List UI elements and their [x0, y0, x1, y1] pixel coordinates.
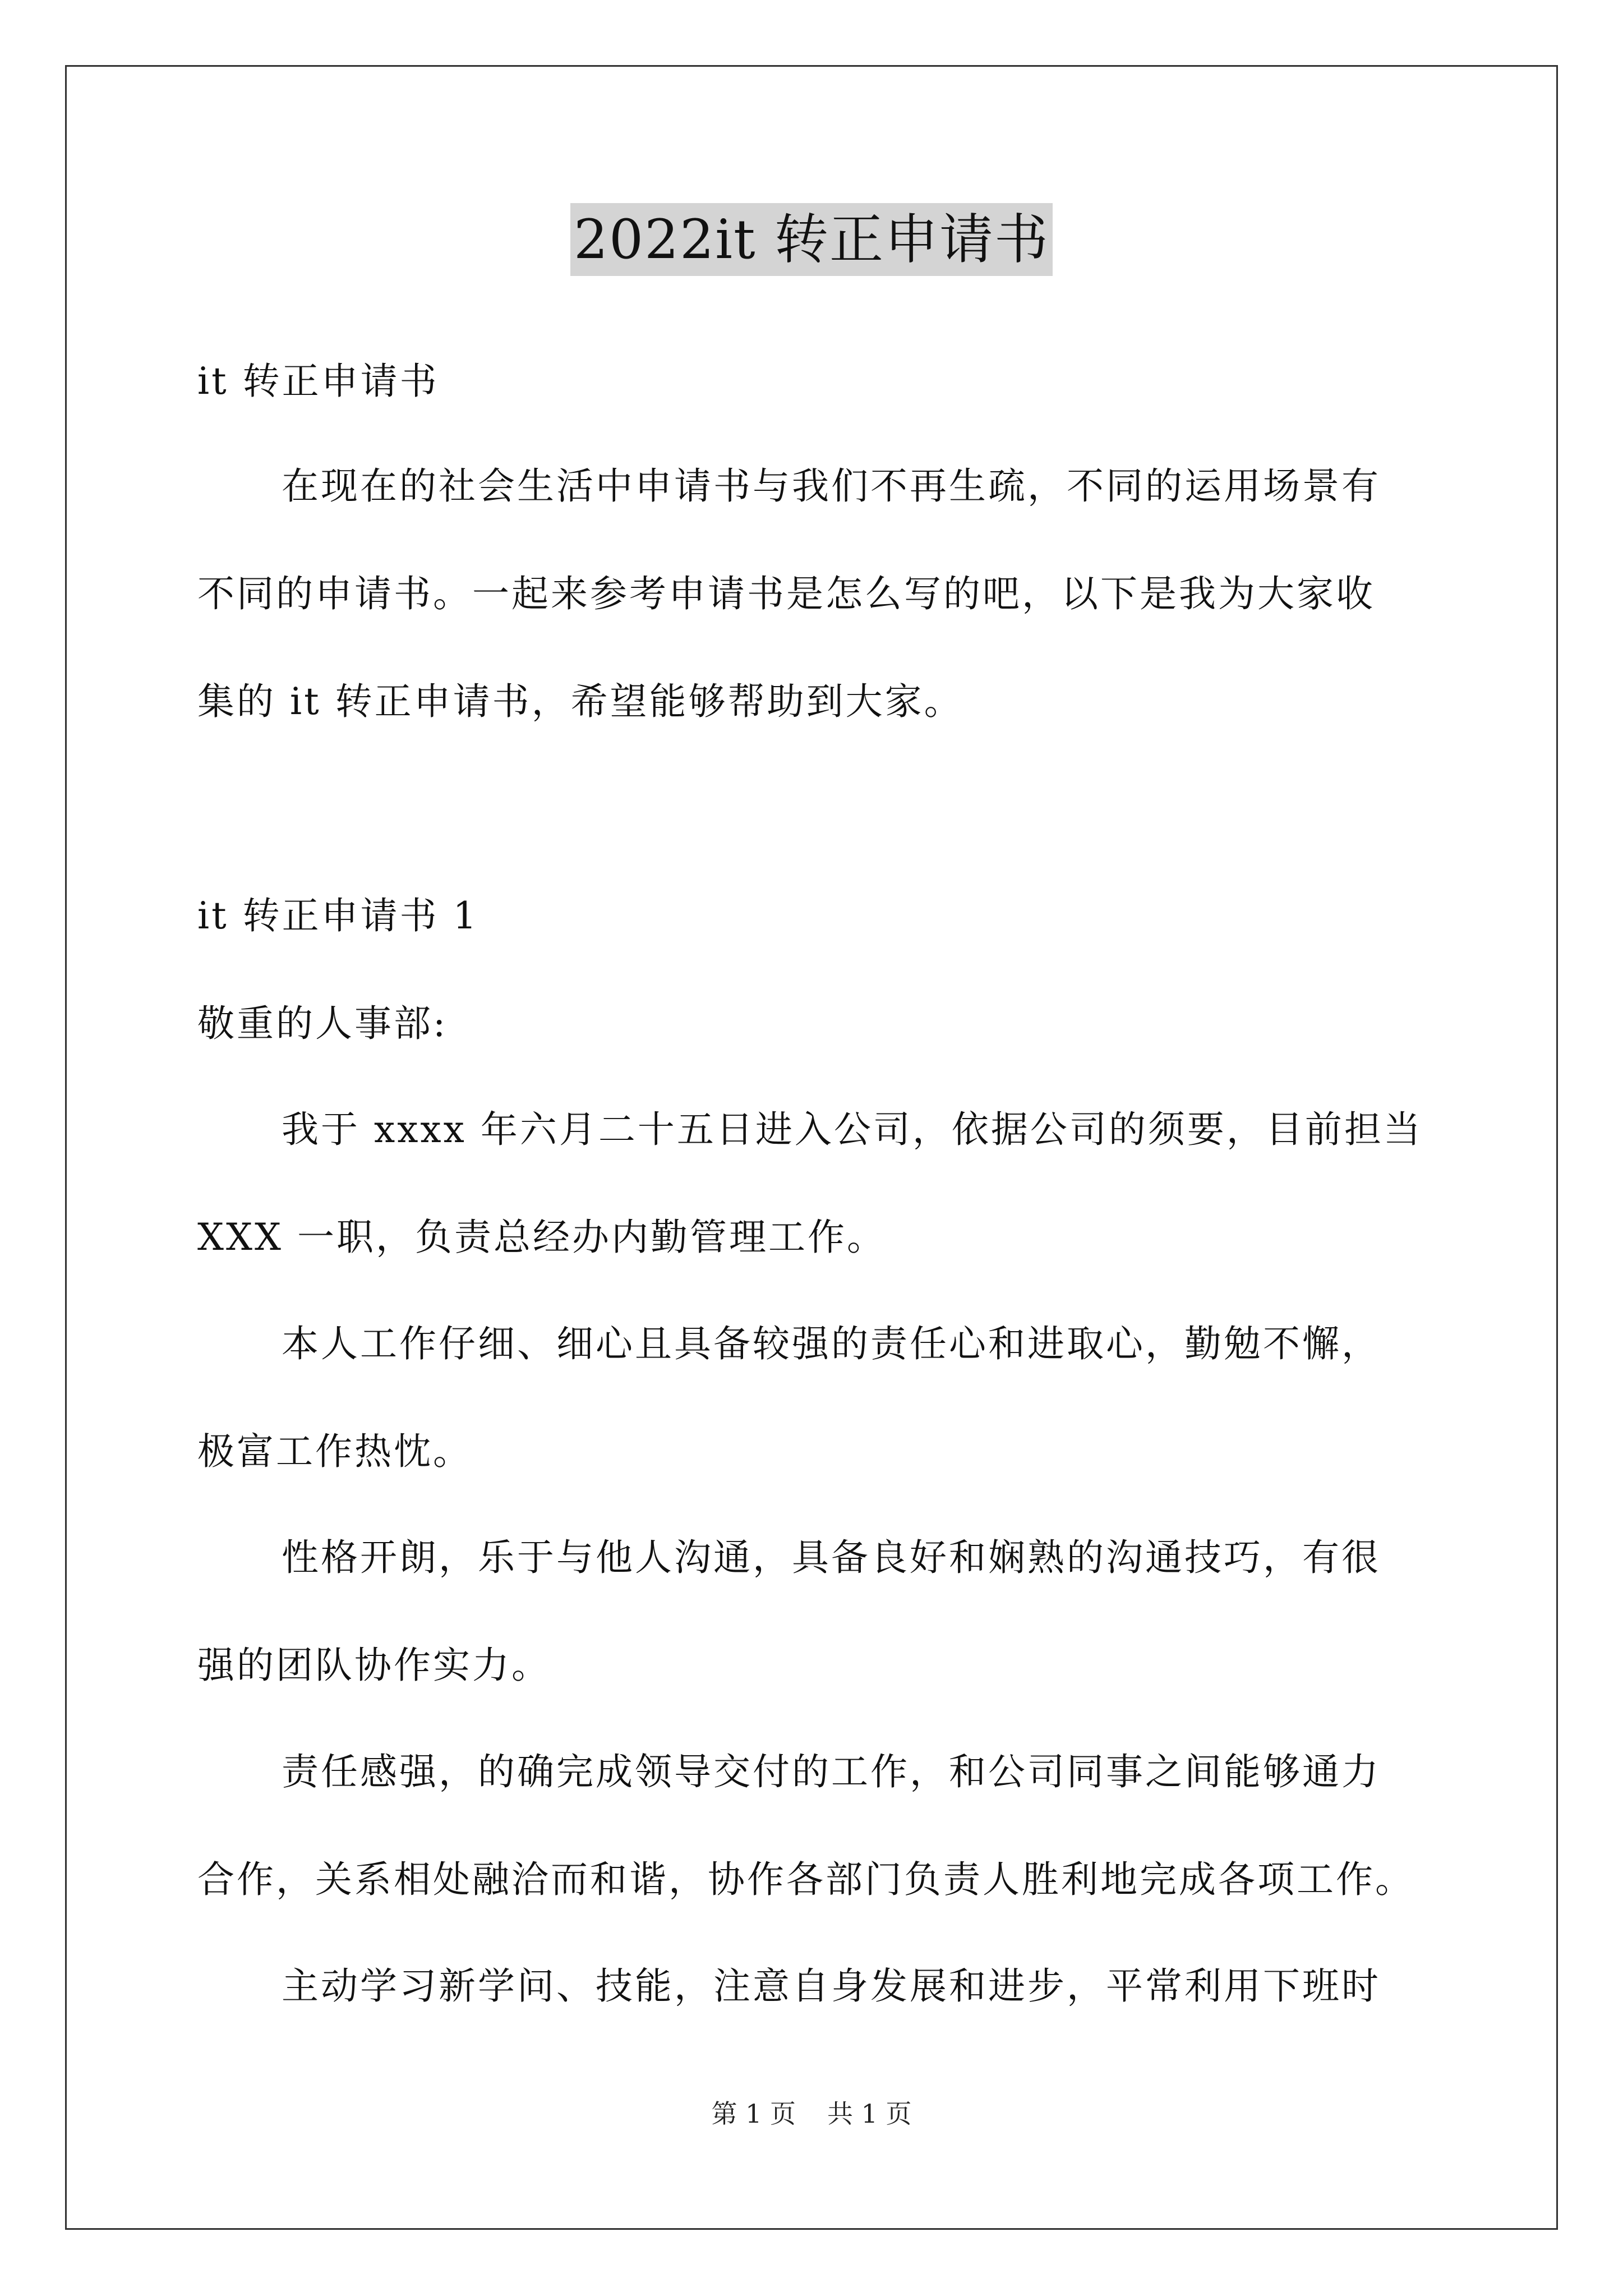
section-heading: it 转正申请书 — [197, 360, 439, 403]
page-footer — [0, 2097, 1623, 2131]
section-heading: it 转正申请书 1 — [197, 894, 479, 937]
paragraph-line: 合作，关系相处融洽而和谐，协作各部门负责人胜利地完成各项工作。 — [197, 1858, 1414, 1901]
title-block — [0, 203, 1623, 276]
paragraph-line: 性格开朗，乐于与他人沟通，具备良好和娴熟的沟通技巧，有很 — [282, 1536, 1381, 1579]
paragraph-line: 极富工作热忱。 — [197, 1430, 472, 1473]
paragraph-line: 责任感强，的确完成领导交付的工作，和公司同事之间能够通力 — [282, 1750, 1381, 1793]
paragraph-line: 本人工作仔细、细心且具备较强的责任心和进取心，勤勉不懈， — [282, 1322, 1381, 1365]
paragraph-line: 不同的申请书。一起来参考申请书是怎么写的吧，以下是我为大家收 — [197, 572, 1375, 615]
page-number: 第 1 页 — [711, 2099, 796, 2129]
paragraph-line: XXX 一职，负责总经办内勤管理工作。 — [197, 1216, 886, 1259]
paragraph-line: 强的团队协作实力。 — [197, 1644, 551, 1687]
salutation: 敬重的人事部: — [197, 1002, 448, 1045]
paragraph-line: 主动学习新学问、技能，注意自身发展和进步，平常利用下班时 — [282, 1964, 1381, 2008]
page-count: 共 1 页 — [827, 2099, 912, 2129]
paragraph-line: 在现在的社会生活中申请书与我们不再生疏，不同的运用场景有 — [282, 464, 1381, 508]
paragraph-line: 我于 xxxx 年六月二十五日进入公司，依据公司的须要，目前担当 — [282, 1108, 1423, 1151]
paragraph-line: 集的 it 转正申请书，希望能够帮助到大家。 — [197, 680, 963, 723]
document-title: 2022it 转正申请书 — [570, 203, 1053, 276]
